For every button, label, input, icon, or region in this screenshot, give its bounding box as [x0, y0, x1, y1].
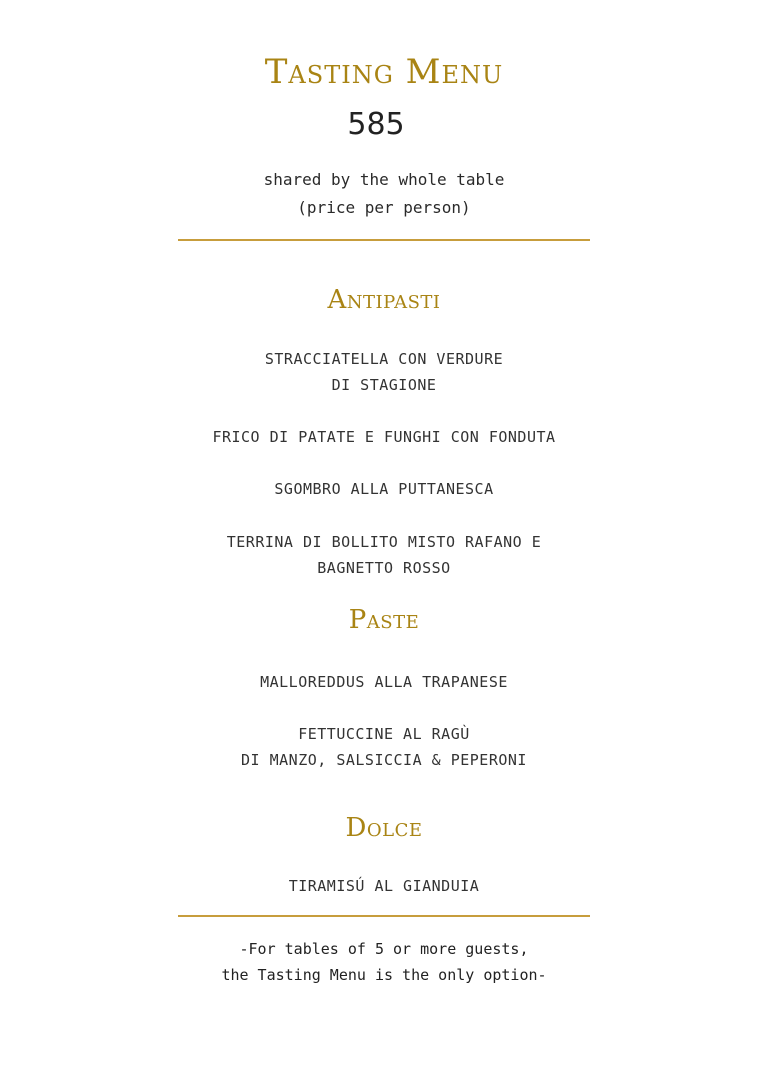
bottom-divider	[178, 915, 590, 917]
menu-subtitle-line1: shared by the whole table	[263, 170, 505, 189]
top-divider	[178, 239, 590, 241]
menu-item-line: TERRINA DI BOLLITO MISTO RAFANO E	[226, 533, 542, 551]
menu-price: 585	[347, 107, 405, 142]
menu-item-line: FETTUCCINE AL RAGÙ	[298, 725, 470, 743]
footer-note-line2: the Tasting Menu is the only option-	[221, 966, 547, 984]
menu-item-line: BAGNETTO ROSSO	[317, 559, 451, 577]
menu-title: Tasting Menu	[264, 52, 504, 92]
menu-item-line: TIRAMISÚ AL GIANDUIA	[288, 877, 480, 895]
menu-item-line: FRICO DI PATATE E FUNGHI CON FONDUTA	[212, 428, 556, 446]
menu-item-line: STRACCIATELLA CON VERDURE	[264, 350, 504, 368]
menu-item-line: MALLOREDDUS ALLA TRAPANESE	[260, 673, 508, 691]
section-heading-antipasti: Antipasti	[327, 285, 441, 315]
menu-item-line: SGOMBRO ALLA PUTTANESCA	[274, 480, 494, 498]
footer-note-line1: -For tables of 5 or more guests,	[239, 940, 529, 958]
section-heading-dolce: Dolce	[345, 813, 423, 843]
menu-subtitle-line2: (price per person)	[297, 198, 471, 217]
menu-item-line: DI STAGIONE	[331, 376, 437, 394]
menu-item-line: DI MANZO, SALSICCIA & PEPERONI	[241, 751, 527, 769]
section-heading-paste: Paste	[348, 605, 420, 635]
